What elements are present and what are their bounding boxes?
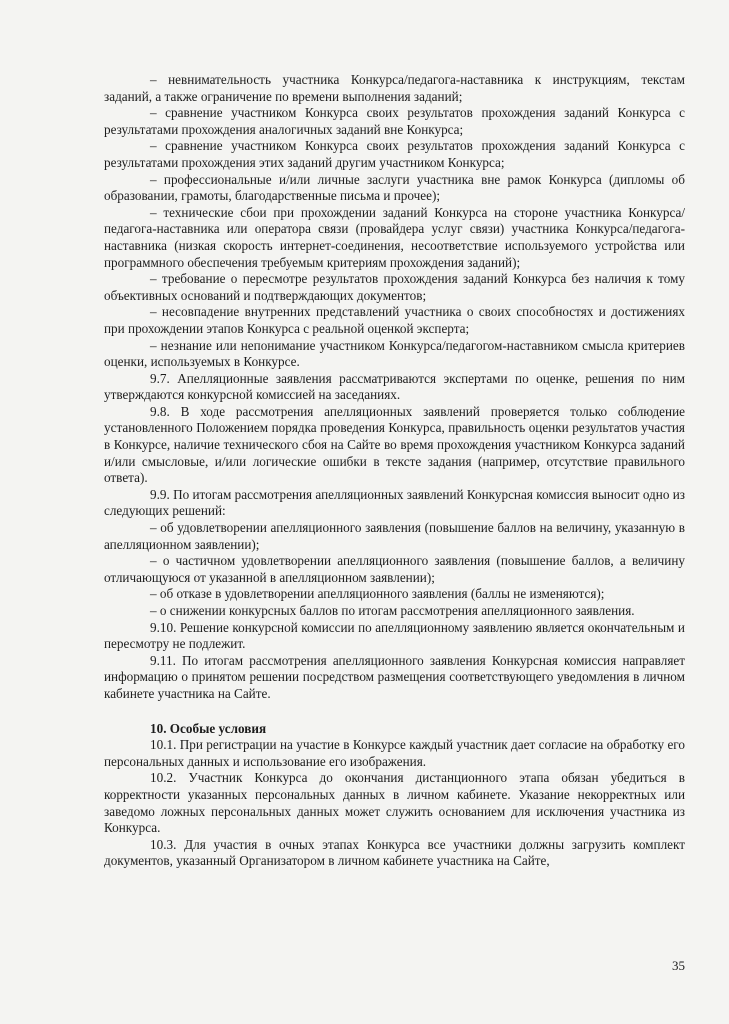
paragraph: – сравнение участником Конкурса своих результатов прохождения заданий Конкурса с результатами прохождения этих заданий другим участником Конкурса;	[104, 138, 685, 170]
paragraph: 10.3. Для участия в очных этапах Конкурса все участники должны загрузить комплект документов, указанный Организатором в личном кабинете участника на Сайте,	[104, 836, 685, 869]
paragraph: – невнимательность участника Конкурса/педагога-наставника к инструкциям, текстам заданий, а также ограничение по времени выполнения заданий;	[104, 72, 685, 104]
paragraph: – о частичном удовлетворении апелляционного заявления (повышение баллов, а величину отличающуюся от указанной в апелляционном заявлении);	[104, 553, 685, 585]
paragraph: 10.1. При регистрации на участие в Конкурсе каждый участник дает согласие на обработку его персональных данных и использование его изображения.	[104, 737, 685, 769]
paragraph: – требование о пересмотре результатов прохождения заданий Конкурса без наличия к тому объективных оснований и подтверждающих документов;	[104, 271, 685, 303]
paragraph: 9.7. Апелляционные заявления рассматриваются экспертами по оценке, решения по ним утверждаются конкурсной комиссией на заседаниях.	[104, 370, 685, 403]
paragraph: – технические сбои при прохождении заданий Конкурса на стороне участника Конкурса/педагога-наставника или оператора связи (провайдера услуг связи) участника Конкурса/педагога-наставника (низкая скорость интернет-соединения, несоответствие используемого устройства или программного обеспечения требуемым критериям прохождения заданий);	[104, 204, 685, 270]
paragraph: – об удовлетворении апелляционного заявления (повышение баллов на величину, указанную в апелляционном заявлении);	[104, 520, 685, 552]
paragraph: 9.10. Решение конкурсной комиссии по апелляционному заявлению является окончательным и пересмотру не подлежит.	[104, 619, 685, 652]
paragraph: – незнание или непонимание участником Конкурса/педагогом-наставником смысла критериев оценки, используемых в Конкурсе.	[104, 337, 685, 370]
paragraph: – об отказе в удовлетворении апелляционного заявления (баллы не изменяются);	[150, 586, 605, 602]
paragraph: 10.2. Участник Конкурса до окончания дистанционного этапа обязан убедиться в корректности указанных персональных данных в личном кабинете. Указание некорректных или заведомо ложных персональных данных может служить основанием для исключения участника из Конкурса.	[104, 770, 685, 836]
section-heading: 10. Особые условия	[150, 720, 267, 736]
paragraph: – о снижении конкурсных баллов по итогам рассмотрения апелляционного заявления.	[150, 603, 635, 618]
paragraph: – профессиональные и/или личные заслуги участника вне рамок Конкурса (дипломы об образовании, грамоты, благодарственные письма и прочее);	[104, 171, 685, 204]
appeals-section	[104, 72, 685, 703]
paragraph: 9.8. В ходе рассмотрения апелляционных заявлений проверяется только соблюдение установленного Положением порядка проведения Конкурса, правильность оценки результатов участия в Конкурсе, наличие технического сбоя на Сайте во время прохождения участником Конкурса заданий и/или смысловые, и/или логические ошибки в тексте задания (например, отсутствие правильного ответа).	[104, 403, 685, 486]
page-number: 35	[672, 958, 685, 973]
paragraph: – несовпадение внутренних представлений участника о своих способностях и достижениях при прохождении этапов Конкурса с реальной оценкой эксперта;	[104, 304, 685, 336]
paragraph: 9.11. По итогам рассмотрения апелляционного заявления Конкурсная комиссия направляет информацию о принятом решении посредством размещения соответствующего уведомления в личном кабинете участника на Сайте.	[104, 652, 685, 701]
paragraph: 9.9. По итогам рассмотрения апелляционных заявлений Конкурсная комиссия выносит одно из следующих решений:	[104, 486, 685, 519]
paragraph: – сравнение участником Конкурса своих результатов прохождения заданий Конкурса с результатами прохождения аналогичных заданий вне Конкурса;	[104, 105, 685, 137]
special-conditions-section	[104, 737, 685, 870]
